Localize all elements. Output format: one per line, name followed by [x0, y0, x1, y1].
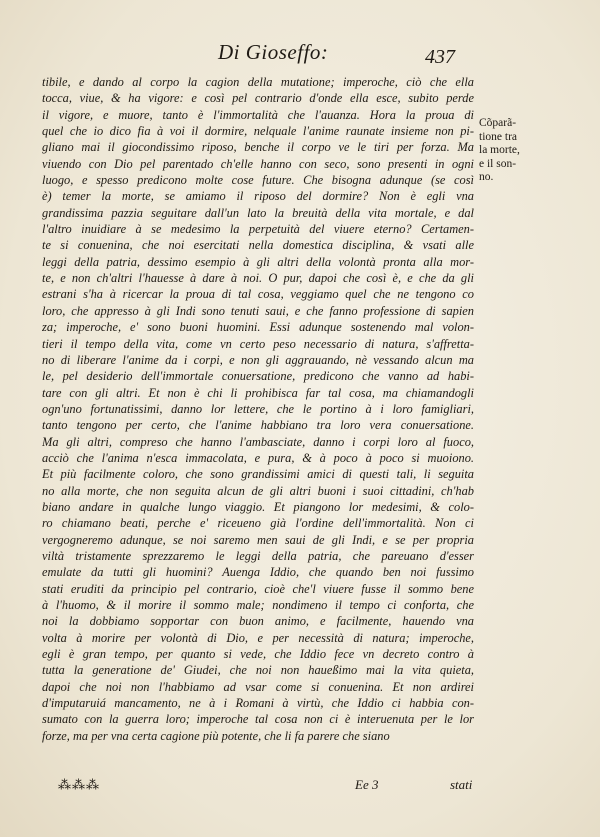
text-line: à l'huomo, & il morire il sommo male; nondimeno il tempo ci conforta, che — [42, 598, 474, 612]
text-line: biano andare in qualche lungo viaggio. Et piangono lor medesimi, & colo- — [42, 499, 474, 514]
text-line: Ma gli altri, compreso che hanno l'ambasciate, danno i corpi loro al fuoco, — [42, 434, 474, 449]
page-header — [200, 40, 470, 68]
text-line: loro, che appresso à gli Indi sono tenuti saui, e che fanno professione di sapien — [42, 303, 474, 318]
text-line: tibile, e dando al corpo la cagion della mutatione; imperoche, ciò che ella — [42, 75, 474, 89]
text-line: egli è gran tempo, per quanto si vede, che Iddio fece vn decreto contro à — [42, 647, 474, 662]
text-line: viuendo con Dio pel parentado ch'elle hanno con seco, sono presenti in ogni — [42, 156, 474, 171]
text-line: le, pel desiderio dell'immortale conuersatione, predicono che vanno ad habi- — [42, 369, 474, 384]
margin-note-line: la morte, — [479, 144, 520, 156]
text-line: il vigore, e muore, tanto è l'immortalità che l'auanza. Hora la proua di — [42, 107, 474, 122]
text-line: te si conuenina, che noi esercitati nella domestica disciplina, & vsati alle — [42, 238, 474, 253]
text-line: stati eruditi da principio pel contrario, cioè che'l viuere fusse il sommo bene — [42, 581, 474, 596]
text-line: tare con gli altri. Et non è chi li prohibisca far tal cosa, ma chiamandogli — [42, 385, 474, 400]
text-line: te, e non ch'altri l'hauesse à dare à noi. O pur, dapoi che così è, e che da gli — [42, 271, 474, 286]
margin-note-line: tione tra — [479, 130, 517, 143]
text-line: sumato con la guerra loro; imperoche tal cosa non ci è interuenuta per le lor — [42, 712, 474, 727]
text-line: emulate da tutti gli huomini? Auenga Iddio, che quando ben noi fussimo — [42, 565, 474, 580]
text-line: Et più facilmente coloro, che sono grandissimi amici di questi tali, li seguita — [42, 467, 474, 482]
text-line: tutta la generatione de' Giudei, che noi non haueßimo mai la vita quieta, — [42, 663, 474, 678]
margin-note-line: no. — [479, 171, 494, 183]
text-line: noi la dobbiamo sopportar con buon animo, e facilmente, hauendo vna — [42, 614, 474, 629]
text-line: ro chiamano beati, perche e' riceueno già l'ordine dell'immortalità. Non ci — [42, 516, 474, 531]
text-line: volta à morire per volontà di Dio, e per necessità di natura; imperoche, — [42, 630, 474, 645]
footer-ornament: ⁂⁂⁂ — [58, 777, 100, 792]
text-line: za; imperoche, e' sono buoni huomini. Essi adunque sostenendo mal volon- — [42, 320, 474, 335]
text-line: leggi della patria, dessimo esempio à gli altri della volontà pronta alla mor- — [42, 254, 474, 269]
margin-note — [479, 117, 589, 185]
text-line: è) temer la morte, se amiamo il riposo del dormire? Non è egli vna — [42, 189, 474, 204]
text-line: luogo, e spesso predicono molte cose future. Che bisogna adunque (se così — [42, 173, 474, 188]
text-line: dapoi che noi non l'habbiamo ad vsar come si conuenina. Et non ardirei — [42, 679, 474, 694]
text-line: grandissima pazzia seguitare dall'un lato la breuità della vita mortale, e dal — [42, 205, 474, 220]
text-line: estrani s'ha à ricercar la proua di tal cosa, veggiamo quel che ne tengono co — [42, 287, 474, 302]
text-line: l'altro inuidiare à se medesimo la perpetuità del viuere eterno? Certamen- — [42, 222, 474, 237]
text-line: viltà tristamente sprezzaremo le leggi della patria, che pareuano d'esser — [42, 548, 474, 563]
margin-note-line: e il son- — [479, 157, 517, 170]
text-line: acciò che l'anima n'esca immacolata, e pura, & à poco à poco si muoiono. — [42, 450, 474, 465]
margin-note-line: Cõparã- — [479, 117, 517, 129]
text-line: forze, ma per vna certa cagione più potente, che li fa parere che siano — [42, 728, 390, 743]
text-line: no alla morte, che non seguita alcun de gli altri buoni i suoi cittadini, ch'hab — [42, 483, 474, 498]
page-number: 437 — [425, 46, 455, 68]
body-text — [42, 74, 474, 744]
page-footer — [58, 777, 478, 799]
text-line: no di liberare l'anime da i corpi, e non gli aggrauando, nè vessando alcun ma — [42, 352, 474, 367]
text-line: gliano mai il giocondissimo riposo, benche il corpo ve le tiri per forza. Ma — [42, 140, 474, 155]
text-line: quel che io dico fia à voi il dormire, nelquale l'anime raunate insieme non pi- — [42, 124, 474, 139]
running-head: Di Gioseffo: — [218, 40, 329, 64]
text-line: ogn'uno fortunatissimi, danno lor lettere, che le portino à i loro famigliari, — [42, 401, 474, 416]
signature-mark: Ee 3 — [355, 777, 379, 792]
catchword: stati — [450, 777, 473, 792]
text-line: tocca, viue, & ha vigore: e così pel contrario d'onde ella esce, subito perde — [42, 91, 474, 106]
text-line: d'imputaruiá mancamento, ne à i Romani à virtù, che Iddio ci habbia con- — [42, 696, 474, 711]
text-line: tieri il tempo della vita, come vn certo peso necessario di natura, s'affretta- — [42, 336, 474, 351]
text-line: vergogneremo adunque, se noi saremo men saui de gli Indi, e se per propria — [42, 532, 474, 547]
text-line: tanto tengono per certo, che l'anime habbiano tra loro vera conuersatione. — [42, 418, 474, 433]
